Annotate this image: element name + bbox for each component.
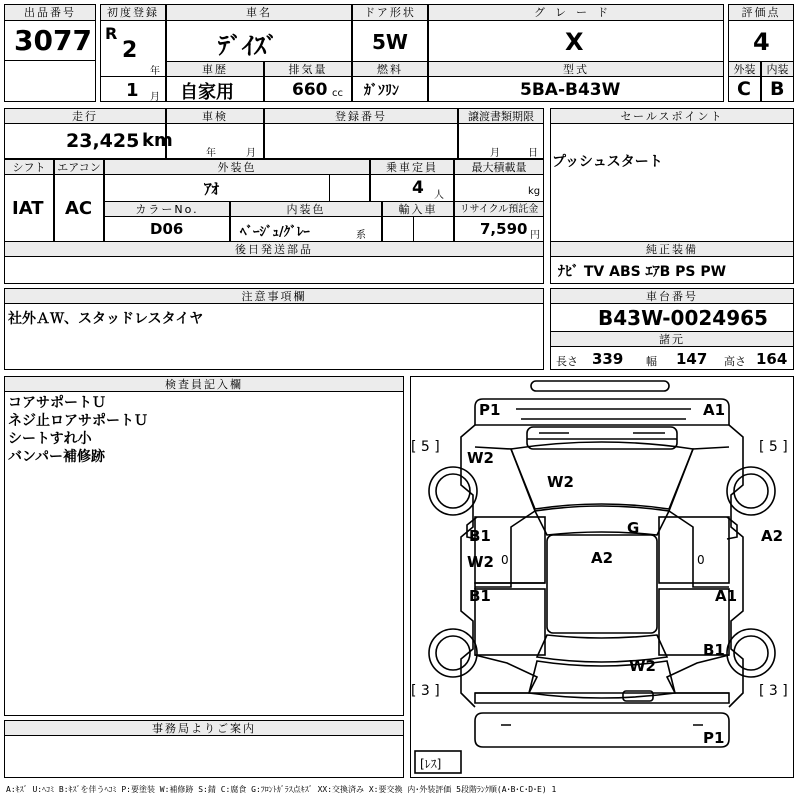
displacement: 660 [292, 80, 328, 100]
sales-point-box [550, 108, 794, 284]
model-label: 型式 [428, 61, 724, 77]
interior-color-unit: 系 [356, 230, 366, 241]
int-score: B [770, 78, 785, 100]
era: R [105, 24, 118, 43]
mark-g-windshield: G [627, 519, 640, 537]
grade-label: グレード [428, 4, 724, 21]
length: 339 [592, 350, 624, 368]
lot-number-label: 出品番号 [4, 4, 96, 21]
import-cell-b [413, 216, 454, 242]
mark-w2-hood: W2 [547, 473, 574, 491]
door-label: ドア形状 [352, 4, 428, 21]
mark-p1-front: P1 [479, 401, 501, 419]
recycle-fee: 7,590 [480, 220, 528, 238]
interior-color-label: 内装色 [230, 201, 382, 217]
sales-point-label: セールスポイント [550, 108, 794, 124]
history: 自家用 [180, 82, 234, 103]
tire-rear-right: [ 3 ] [759, 683, 788, 699]
mark-a2-right: A2 [761, 527, 784, 545]
capacity-unit: 人 [434, 190, 444, 201]
car-name-label: 車名 [166, 4, 352, 21]
mark-w2-trunk: W2 [629, 657, 656, 675]
aircon: AC [65, 198, 93, 219]
displacement-label: 排気量 [264, 61, 352, 77]
score: 4 [753, 28, 770, 56]
fuel: ｶﾞｿﾘﾝ [364, 83, 399, 99]
mark-a1-front: A1 [703, 401, 726, 419]
reg-month: 1 [126, 80, 139, 101]
grade: X [565, 28, 584, 56]
history-label: 車歴 [166, 61, 264, 77]
mark-w2-front-door: W2 [467, 553, 494, 571]
recycle-unit: 円 [530, 230, 540, 241]
spare-tire: [ﾚｽ] [420, 757, 442, 771]
mileage-unit: km [142, 130, 173, 151]
legend: A:ｷｽﾞ U:ﾍｺﾐ B:ｷｽﾞを伴うﾍｺﾐ P:要塗装 W:補修跡 S:錆 C:腐食 G:ﾌﾛﾝﾄｶﾞﾗｽ点ｷｽﾞ XX:交換済み X:要交換 内･外装評価 5段階ﾗﾝｸ順(A･B･C･D･E) 1 [6, 785, 557, 794]
tire-rear-left: [ 3 ] [411, 683, 440, 699]
lot-number-divider [4, 60, 96, 61]
mark-zero-right: 0 [697, 553, 705, 567]
transfer-deadline-label: 譲渡書類期限 [458, 108, 544, 124]
int-score-label: 内装 [761, 61, 794, 77]
mileage-label: 走行 [4, 108, 166, 124]
registration-no-label: 登録番号 [264, 108, 458, 124]
aircon-label: エアコン [54, 159, 104, 175]
mark-p1-rear: P1 [703, 729, 725, 747]
width: 147 [676, 350, 708, 368]
mark-a1-rear-door: A1 [715, 587, 738, 605]
color-no: D06 [150, 220, 184, 238]
genuine-equipment: ﾅﾋﾞ TV ABS ｴｱB PS PW [558, 264, 727, 280]
inspector-note: シートすれ小 [8, 431, 92, 447]
max-load-unit: kg [528, 186, 541, 197]
exterior-color: ｱｵ [204, 180, 220, 198]
height: 164 [756, 350, 788, 368]
reg-divider [100, 76, 166, 77]
model: 5BA-B43W [520, 80, 621, 100]
color-no-label: カラーNo. [104, 201, 230, 217]
inspection-label: 車検 [166, 108, 264, 124]
exterior-color-extra [329, 174, 370, 202]
chassis-number: B43W-0024965 [598, 306, 768, 330]
genuine-equipment-label: 純正装備 [550, 241, 794, 257]
displacement-unit: cc [332, 88, 343, 99]
shift: IAT [12, 198, 44, 219]
inspection-year-unit: 年 [206, 148, 216, 159]
ext-score: C [737, 78, 751, 100]
inspector-note: ネジ止ロアサポートＵ [8, 413, 148, 429]
transfer-day-unit: 日 [528, 148, 538, 159]
caution-label: 注意事項欄 [4, 288, 544, 304]
registration-no-cell [264, 123, 458, 159]
caution-text: 社外ＡＷ、スタッドレスタイヤ [8, 311, 204, 327]
chassis-label: 車台番号 [550, 288, 794, 304]
tire-front-left: [ 5 ] [411, 439, 440, 455]
ext-score-label: 外装 [728, 61, 761, 77]
car-diagram-box [410, 376, 794, 778]
reg-year-unit: 年 [150, 66, 160, 77]
tire-front-right: [ 5 ] [759, 439, 788, 455]
mark-a2-roof: A2 [591, 549, 614, 567]
lot-number: 3077 [14, 24, 92, 57]
car-diagram [411, 377, 793, 777]
mark-b1-rear-door: B1 [469, 587, 491, 605]
first-registration-label: 初度登録 [100, 4, 166, 21]
spec-label: 諸元 [550, 331, 794, 347]
shift-label: シフト [4, 159, 54, 175]
inspector-label: 検査員記入欄 [4, 376, 404, 392]
mark-w2-fender: W2 [467, 449, 494, 467]
later-parts-cell [4, 256, 544, 284]
fuel-label: 燃料 [352, 61, 428, 77]
mark-b1-quarter: B1 [703, 641, 725, 659]
reg-year: 2 [122, 38, 138, 63]
exterior-color-label: 外装色 [104, 159, 370, 175]
car-name: ﾃﾞｲｽﾞ [218, 32, 278, 60]
length-label: 長さ [556, 355, 578, 368]
door-type: 5W [372, 30, 408, 54]
capacity: 4 [412, 178, 424, 198]
office-label: 事務局よりご案内 [4, 720, 404, 736]
height-label: 高さ [724, 355, 746, 368]
capacity-label: 乗車定員 [370, 159, 454, 175]
inspection-month-unit: 月 [246, 148, 256, 159]
reg-month-unit: 月 [150, 92, 160, 103]
later-parts-label: 後日発送部品 [4, 241, 544, 257]
recycle-label: リサイクル預託金 [454, 201, 544, 217]
import-cell-a [382, 216, 414, 242]
inspector-note: コアサポートＵ [8, 395, 106, 411]
width-label: 幅 [646, 355, 657, 368]
transfer-month-unit: 月 [490, 148, 500, 159]
max-load-label: 最大積載量 [454, 159, 544, 175]
score-label: 評価点 [728, 4, 794, 21]
mileage: 23,425 [66, 130, 140, 152]
import-label: 輸入車 [382, 201, 454, 217]
mark-zero-left: 0 [501, 553, 509, 567]
sales-point-text: プッシュスタート [552, 154, 663, 170]
interior-color: ﾍﾞｰｼﾞｭ/ｸﾞﾚｰ [240, 225, 310, 240]
mark-b1-front-door: B1 [469, 527, 491, 545]
inspector-note: バンパー補修跡 [8, 449, 106, 465]
